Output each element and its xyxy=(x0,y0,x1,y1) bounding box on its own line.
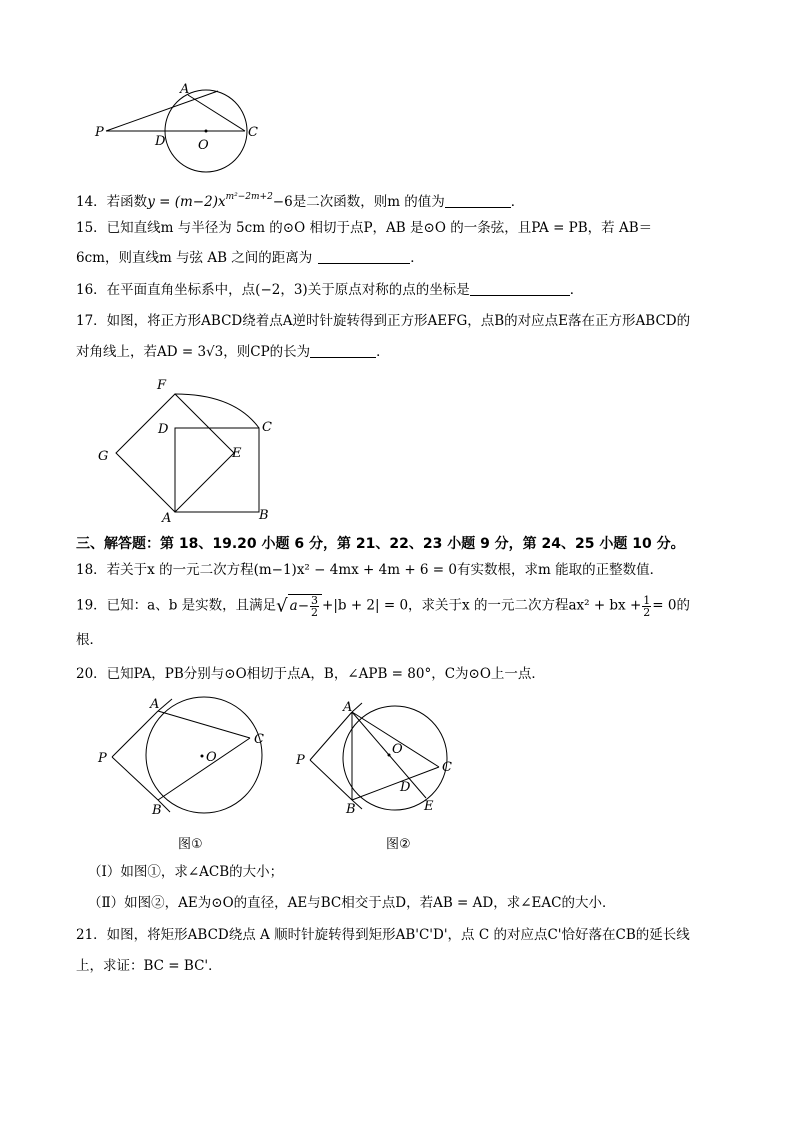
label-A: A xyxy=(150,697,160,712)
question-14: 14．若函数$y = (m-2)x^{m^2-2m+2}-6$是二次函数，则m 的值为 ． xyxy=(76,192,525,210)
label-P: P xyxy=(98,751,107,766)
label-E: E xyxy=(232,446,242,461)
label-O: O xyxy=(206,750,217,765)
figure-20-1 xyxy=(92,694,277,819)
label-G: G xyxy=(98,449,109,464)
section-heading: 三、解答题：第 18、19.20 小题 6 分，第 21、22、23 小题 9 分，第 24、25 小题 10 分。 xyxy=(76,536,685,552)
question-21-line2: 上，求证：BC = BC'． xyxy=(76,958,222,974)
label-C: C xyxy=(442,760,452,775)
figure-20-2 xyxy=(294,700,474,818)
figure-rotated-squares xyxy=(94,372,284,527)
label-D: D xyxy=(158,422,169,437)
question-20-part-i: （Ⅰ）如图①，求∠ACB的大小； xyxy=(88,864,284,880)
label-E: E xyxy=(424,799,434,814)
label-C: C xyxy=(248,125,258,140)
question-20-part-ii: （Ⅱ）如图②，AE为⊙O的直径，AE与BC相交于点D，若AB = AD，求∠EAC的大小． xyxy=(88,895,616,911)
figure-caption-2: 图② xyxy=(386,837,411,852)
question-19-line2: 根． xyxy=(76,632,103,648)
label-A: A xyxy=(343,700,353,715)
question-18: 18．若关于x 的一元二次方程(m−1)x² − 4mx + 4m + 6 = 0有实数根，求m 能取的正整数值． xyxy=(76,562,664,578)
question-19-line1: 19．已知：a、b 是实数，且满足√ a− $\frac{3}{2}$ +|b + 2| = 0，求关于x 的一元二次方程ax² + bx + $\frac{1}{2}$ = 0的 xyxy=(76,593,690,619)
question-17-line1: 17．如图，将正方形ABCD绕着点A逆时针旋转得到正方形AEFG，点B的对应点E落在正方形ABCD的 xyxy=(76,313,691,329)
label-O: O xyxy=(198,138,209,153)
figure-caption-1: 图① xyxy=(178,837,203,852)
label-C: C xyxy=(262,420,272,435)
label-C: C xyxy=(254,732,264,747)
label-B: B xyxy=(152,803,162,818)
question-15-line2: 6cm，则直线m 与弦 AB 之间的距离为 ． xyxy=(76,250,424,266)
label-P: P xyxy=(95,125,104,140)
label-A: A xyxy=(162,511,172,526)
label-A: A xyxy=(180,82,190,97)
label-D: D xyxy=(155,134,166,149)
label-F: F xyxy=(157,378,167,393)
answer-blank[interactable] xyxy=(470,281,570,296)
label-P: P xyxy=(296,753,305,768)
question-20: 20．已知PA，PB分别与⊙O相切于点A，B，∠APB = 80°，C为⊙O上一点． xyxy=(76,666,545,682)
question-17-line2: 对角线上，若AD = 3√3，则CP的长为 ． xyxy=(76,344,390,360)
question-16: 16．在平面直角坐标系中，点(−2，3)关于原点对称的点的坐标是 ． xyxy=(76,282,584,298)
label-B: B xyxy=(346,802,356,817)
answer-blank[interactable] xyxy=(310,343,376,358)
answer-blank[interactable] xyxy=(445,193,511,208)
question-15-line1: 15．已知直线m 与半径为 5cm 的⊙O 相切于点P，AB 是⊙O 的一条弦，且PA = PB，若 AB＝ xyxy=(76,220,653,236)
question-21-line1: 21．如图，将矩形ABCD绕点 A 顺时针旋转得到矩形AB'C'D'，点 C 的对应点C'恰好落在CB的延长线 xyxy=(76,927,690,943)
label-B: B xyxy=(259,508,269,523)
label-O: O xyxy=(392,742,403,757)
figure-tangent-circle xyxy=(90,78,280,178)
answer-blank[interactable] xyxy=(318,249,410,264)
label-D: D xyxy=(400,780,411,795)
